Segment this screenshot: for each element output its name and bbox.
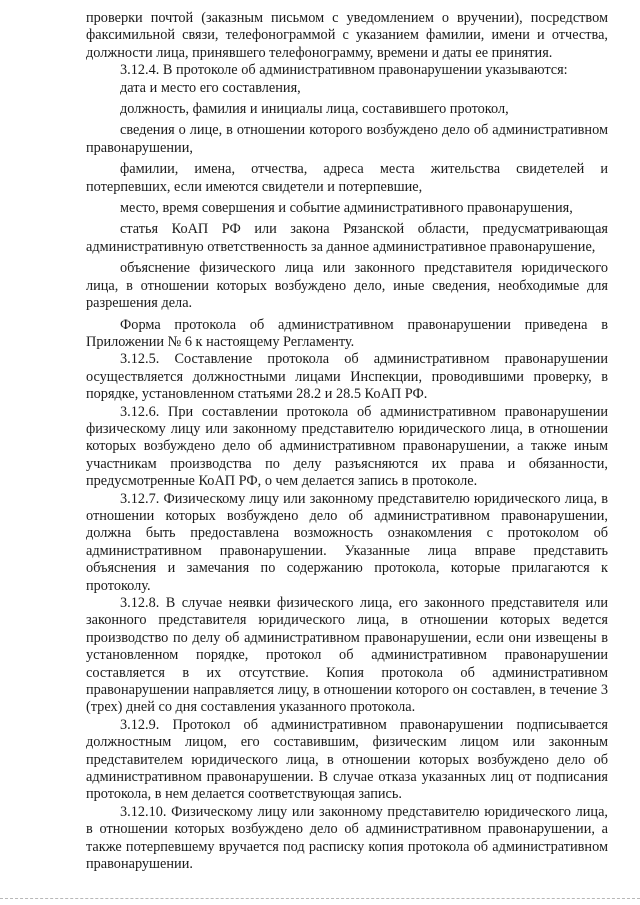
paragraph-3-12-9: 3.12.9. Протокол об административном правонарушении подписывается должностным лицом, его составившим, физическим лицом или законным представителем юридического лица, в отношении которых возбуждено дело об административном правонарушении. В случае отказа указанных лиц от подписания протокола, в нем делается соответствующая запись. (86, 716, 608, 803)
list-item-witnesses: фамилии, имена, отчества, адреса места жительства свидетелей и потерпевших, если имеются свидетели и потерпевшие, (86, 161, 608, 195)
paragraph-3-12-5: 3.12.5. Составление протокола об административном правонарушении осуществляется должностными лицами Инспекции, проводившими проверку, в порядке, установленном статьями 28.2 и 28.5 КоАП РФ. (86, 351, 608, 403)
page-bottom-edge (0, 898, 640, 899)
paragraph-3-12-4: 3.12.4. В протоколе об административном правонарушении указываются: (120, 62, 568, 79)
list-item-person-info: сведения о лице, в отношении которого возбуждено дело об административном правонарушении, (86, 122, 608, 156)
paragraph-3-12-8: 3.12.8. В случае неявки физического лица, его законного представителя или законного представителя юридического лица, в отношении которых ведется производство по делу об административном правонарушении, если они извещены в установленном порядке, протокол об административном правонарушении составляется в их отсутствие. Копия протокола об административном правонарушении направляется лицу, в отношении которого он составлен, в течение 3 (трех) дней со дня составления указанного протокола. (86, 595, 608, 716)
list-item-explanation: объяснение физического лица или законного представителя юридического лица, в отношении которых возбуждено дело, иные сведения, необходимые для разрешения дела. (86, 260, 608, 312)
list-item-date-place: дата и место его составления, (120, 79, 301, 96)
list-item-event: место, время совершения и событие административного правонарушения, (120, 200, 573, 217)
paragraph-3-12-10: 3.12.10. Физическому лицу или законному представителю юридического лица, в отношении которых возбуждено дело об административном правонарушении, а также потерпевшему вручается под расписку копия протокола об административном правонарушении. (86, 803, 608, 873)
paragraph-continuation: проверки почтой (заказным письмом с уведомлением о вручении), посредством факсимильной связи, телефонограммой с указанием фамилии, имени и отчества, должности лица, принявшего телефонограмму, времени и даты ее принятия. (86, 10, 608, 61)
list-item-official: должность, фамилия и инициалы лица, составившего протокол, (120, 101, 509, 118)
paragraph-protocol-form: Форма протокола об административном правонарушении приведена в Приложении № 6 к настоящему Регламенту. (86, 316, 608, 350)
paragraph-3-12-7: 3.12.7. Физическому лицу или законному представителю юридического лица, в отношении которых возбуждено дело об административном правонарушении, должна быть предоставлена возможность ознакомления с протоколом об административном правонарушении. Указанные лица вправе представить объяснения и замечания по содержанию протокола, которые прилагаются к протоколу. (86, 490, 608, 594)
paragraph-3-12-6: 3.12.6. При составлении протокола об административном правонарушении физическому лицу или законному представителю юридического лица, в отношении которых возбуждено дело об административном правонарушении, а также иным участникам производства по делу разъясняются их права и обязанности, предусмотренные КоАП РФ, о чем делается запись в протоколе. (86, 403, 608, 490)
document-body (86, 10, 608, 874)
list-item-article: статья КоАП РФ или закона Рязанской области, предусматривающая административную ответственность за данное административное правонарушение, (86, 221, 608, 255)
